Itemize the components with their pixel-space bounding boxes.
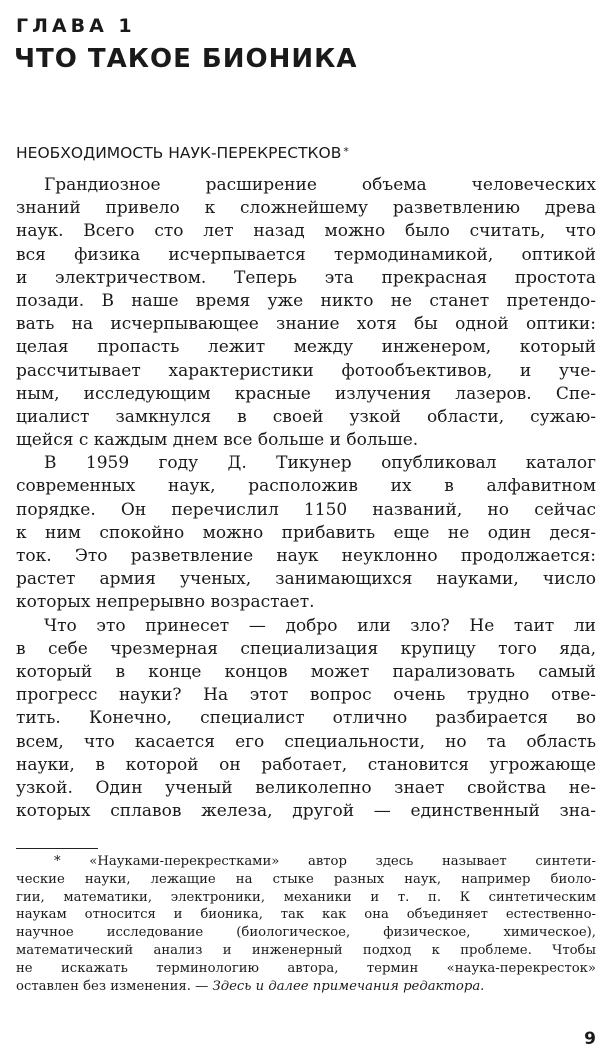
text-line: всем, что касается его специальности, но та область [16,731,596,752]
footnote-divider [16,848,98,849]
footnote-marker: * [343,145,349,158]
text-line: целая пропасть лежит между инженером, который [16,337,596,358]
chapter-label: ГЛАВА 1 [16,15,136,37]
text-line: В 1959 году Д. Тикунер опубликовал каталог [44,453,596,474]
footnote-line: * «Науками-перекрестками» автор здесь называет синтети- [54,854,596,869]
body-text [16,174,596,823]
text-line: Грандиозное расширение объема человеческих [44,175,596,195]
footnote-line: ческие науки, лежащие на стыке разных наук, например биоло- [16,871,596,887]
text-line: узкой. Один ученый великолепно знает свойства не- [16,777,596,798]
text-line: ным, исследующим красные излучения лазеров. Спе- [16,383,596,404]
text-line: Что это принесет — добро или зло? Не таит ли [44,615,596,636]
text-line: и электричеством. Теперь эта прекрасная простота [16,267,596,288]
text-line: наук. Всего сто лет назад можно было считать, что [16,221,596,242]
text-line: порядке. Он перечислил 1150 названий, но сейчас [16,499,596,520]
text-line: тить. Конечно, специалист отлично разбирается во [16,708,596,729]
footnote-line: научное исследование (биологическое, физическое, химическое), [16,925,596,941]
text-line: в себе чрезмерная специализация крупицу того яда, [16,638,596,659]
footnote-line: математический анализ и инженерный подход к проблеме. Чтобы [16,942,596,958]
text-line: рассчитывает характеристики фотообъективов, и уче- [16,360,596,381]
chapter-title: ЧТО ТАКОЕ БИОНИКА [14,44,358,74]
text-line: циалист замкнулся в своей узкой области, сужаю- [16,406,596,427]
text-line: ток. Это разветвление наук неуклонно продолжается: [16,546,596,566]
text-line: позади. В наше время уже никто не станет претендо- [16,290,596,311]
text-line: растет армия ученых, занимающихся науками, число [16,569,596,590]
text-line: знаний привело к сложнейшему разветвлению древа [16,198,596,219]
page-number: 9 [584,1029,596,1049]
text-line: современных наук, расположив их в алфавитном [16,476,596,497]
text-line: прогресс науки? На этот вопрос очень трудно отве- [16,685,596,706]
text-line: к ним спокойно можно прибавить еще не один деся- [16,522,596,543]
text-line: который в конце концов может парализовать самый [16,661,596,682]
footnote-line [16,978,596,996]
footnote-line: наукам относится и бионика, так как она объединяет естественно- [16,907,596,923]
text-line: которых непрерывно возрастает. [16,592,315,613]
section-heading [16,141,349,164]
text-line: вать на исчерпывающее знание хотя бы одной оптики: [16,314,596,335]
text-line: которых сплавов железа, другой — единственный зна- [16,801,596,822]
text-line: вся физика исчерпывается термодинамикой, оптикой [16,244,596,265]
footnote-line: гии, математики, электроники, механики и т. п. К синтетическим [16,889,596,905]
footnote-last-plain: оставлен без изменения. — [16,978,209,994]
text-line: щейся с каждым днем все больше и больше. [16,430,419,451]
text-line: науки, в которой он работает, становится угрожающе [16,754,596,775]
section-heading-text: НЕОБХОДИМОСТЬ НАУК-ПЕРЕКРЕСТКОВ [16,144,342,162]
footnote-line: не искажать терминологию автора, термин «наука-перекресток» [16,960,596,976]
editor-note: Здесь и далее примечания редактора. [212,978,485,994]
footnote [16,853,596,995]
